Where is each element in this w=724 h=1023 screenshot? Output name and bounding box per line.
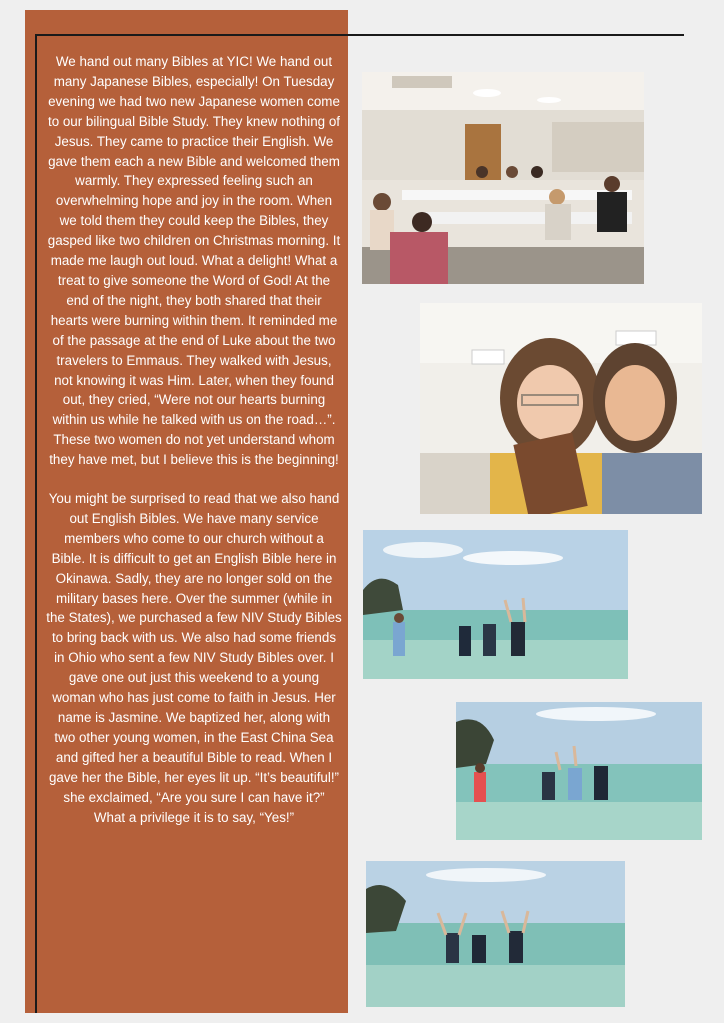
left-rule: [35, 34, 37, 1013]
top-rule: [35, 34, 684, 36]
paragraph-1: We hand out many Bibles at YIC! We hand out many Japanese Bibles, especially! On Tuesday evening we had two new Japanese women come to our bilingual Bible Study. They knew nothing of Jesus. They came to practice their English. We gave them each a new Bible and welcomed them warmly. They expressed feeling such an overwhelming hope and joy in the room. When we told them they could keep the Bibles, they gasped like two children on Christmas morning. It made me laugh out loud. What a delight! What a treat to give someone the Word of God! At the end of the night, they both shared that their hearts were burning within them. It reminded me of the passage at the end of Luke about the two travelers to Emmaus. They walked with Jesus, not knowing it was Him. Later, when they found out, they cried, “Were not our hearts burning within us while he talked with us on the road…”. These two women do not yet understand whom they have met, but I believe this is the beginning!: [47, 54, 341, 468]
photo-selfie-with-bible: [420, 303, 702, 514]
photo-baptism-sea-1: [363, 530, 628, 679]
photo-bible-study-group: [362, 72, 644, 284]
photo-baptism-sea-2: [456, 702, 702, 840]
photo-baptism-sea-3: [366, 861, 625, 1007]
article-text: [46, 52, 342, 827]
paragraph-2: You might be surprised to read that we also hand out English Bibles. We have many service members who come to our church without a Bible. It is difficult to get an English Bible here in Okinawa. Sadly, they are no longer sold on the military bases here. Over the summer (while in the States), we purchased a few NIV Study Bibles to bring back with us. We also had some friends in Ohio who sent a few NIV Study Bibles over. I gave one out just this weekend to a young woman who has just come to faith in Jesus. Her name is Jasmine. We baptized her, along with two other young women, in the East China Sea and gifted her a beautiful Bible to read. When I gave her the Bible, her eyes lit up. “It’s beautiful!” she exclaimed, “Are you sure I can have it?” What a privilege it is to say, “Yes!”: [46, 491, 342, 825]
